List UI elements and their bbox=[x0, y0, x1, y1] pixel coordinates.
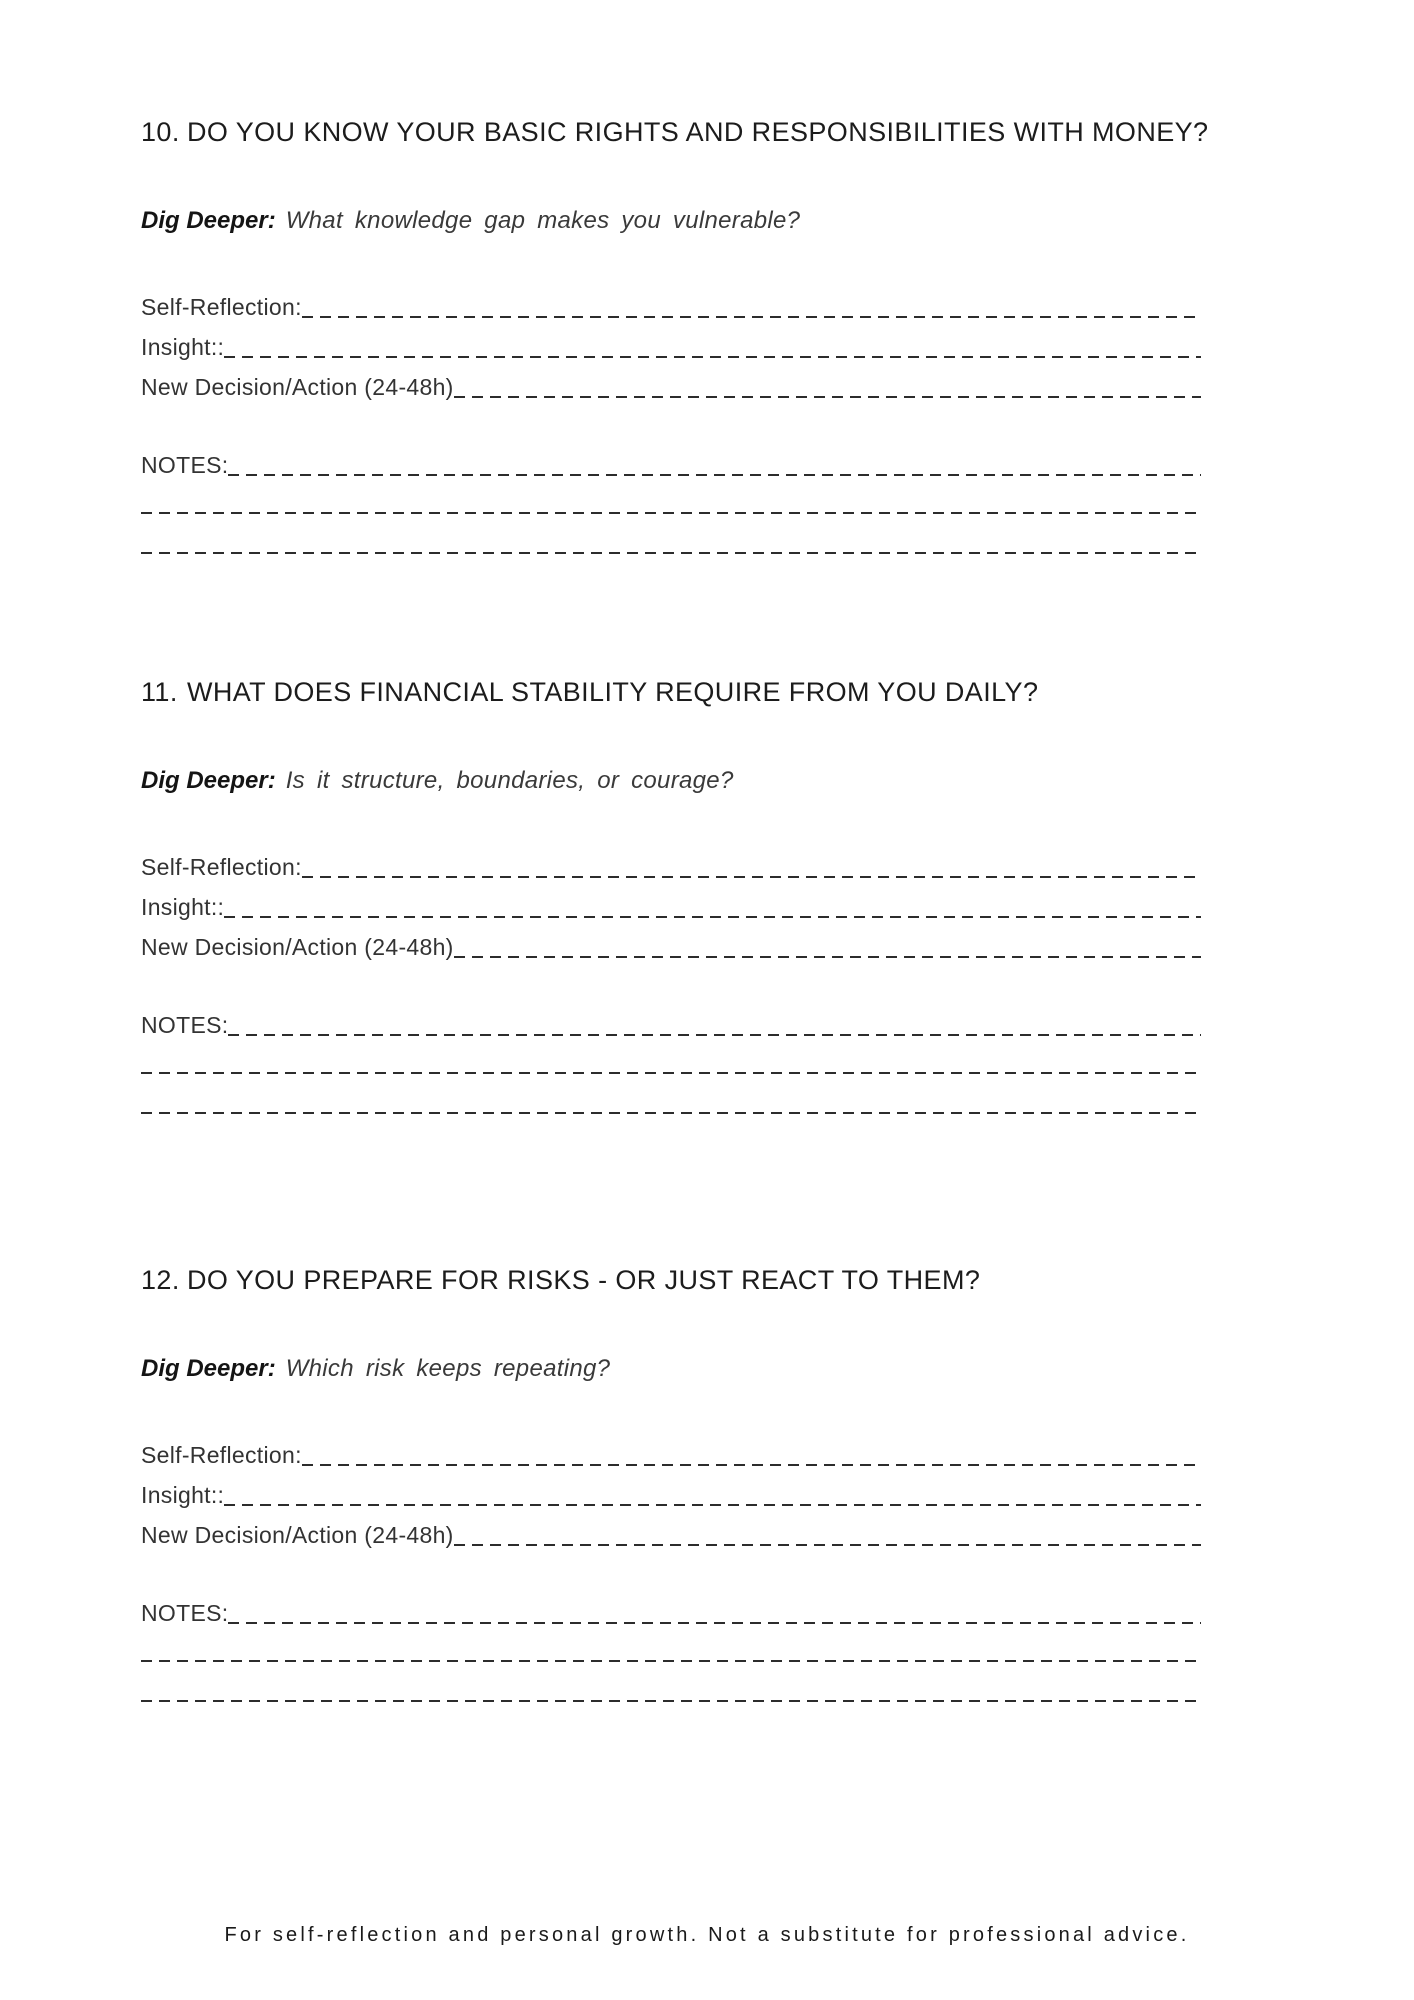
insight-label: Insight:: bbox=[141, 894, 225, 920]
new-decision-write-line bbox=[454, 1544, 1201, 1546]
notes-extra-row bbox=[141, 530, 1201, 570]
notes-write-line bbox=[141, 1700, 1201, 1702]
answer-fields bbox=[141, 1440, 1201, 1560]
footer-disclaimer: For self-reflection and personal growth. Not a substitute for professional advice. bbox=[224, 1924, 1190, 1946]
notes-write-line bbox=[228, 1622, 1201, 1624]
new-decision-write-line bbox=[454, 956, 1201, 958]
notes-label: NOTES: bbox=[141, 452, 229, 478]
dig-deeper-label: Dig Deeper: bbox=[141, 1355, 276, 1382]
notes-write-line bbox=[141, 512, 1201, 514]
new-decision-row bbox=[141, 1520, 1201, 1560]
question-section-12 bbox=[141, 1260, 1201, 1718]
notes-write-line bbox=[141, 1112, 1201, 1114]
notes-write-line bbox=[141, 1072, 1201, 1074]
new-decision-row bbox=[141, 372, 1201, 412]
notes-extra-row bbox=[141, 1678, 1201, 1718]
dig-deeper-question: Which risk keeps repeating? bbox=[285, 1355, 611, 1382]
self-reflection-write-line bbox=[302, 876, 1201, 878]
question-heading bbox=[141, 112, 1209, 152]
question-title: DO YOU PREPARE FOR RISKS - OR JUST REACT TO THEM? bbox=[187, 1265, 981, 1295]
notes-write-line bbox=[228, 474, 1201, 476]
self-reflection-write-line bbox=[302, 1464, 1201, 1466]
new-decision-label: New Decision/Action (24-48h) bbox=[141, 934, 454, 960]
new-decision-row bbox=[141, 932, 1201, 972]
question-number: 10. bbox=[141, 117, 180, 147]
self-reflection-label: Self-Reflection: bbox=[141, 854, 302, 880]
notes-extra-row bbox=[141, 1638, 1201, 1678]
new-decision-label: New Decision/Action (24-48h) bbox=[141, 1522, 454, 1548]
insight-label: Insight:: bbox=[141, 334, 225, 360]
notes-extra-row bbox=[141, 1050, 1201, 1090]
dig-deeper-label: Dig Deeper: bbox=[141, 207, 276, 234]
insight-write-line bbox=[224, 356, 1201, 358]
dig-deeper-line bbox=[141, 764, 1201, 798]
notes-write-line bbox=[228, 1034, 1201, 1036]
answer-fields bbox=[141, 852, 1201, 972]
notes-row bbox=[141, 1598, 1201, 1638]
dig-deeper-line bbox=[141, 204, 1201, 238]
insight-row bbox=[141, 332, 1201, 372]
self-reflection-write-line bbox=[302, 316, 1201, 318]
new-decision-write-line bbox=[454, 396, 1201, 398]
notes-row bbox=[141, 450, 1201, 490]
question-heading bbox=[141, 672, 1201, 712]
notes-label: NOTES: bbox=[141, 1012, 229, 1038]
self-reflection-label: Self-Reflection: bbox=[141, 294, 302, 320]
insight-write-line bbox=[224, 916, 1201, 918]
notes-write-line bbox=[141, 1660, 1201, 1662]
question-title: DO YOU KNOW YOUR BASIC RIGHTS AND RESPONSIBILITIES WITH MONEY? bbox=[187, 117, 1209, 147]
notes-block bbox=[141, 450, 1201, 570]
dig-deeper-question: What knowledge gap makes you vulnerable? bbox=[285, 207, 801, 234]
new-decision-label: New Decision/Action (24-48h) bbox=[141, 374, 454, 400]
question-section-11 bbox=[141, 672, 1201, 1130]
notes-block bbox=[141, 1598, 1201, 1718]
insight-write-line bbox=[224, 1504, 1201, 1506]
answer-fields bbox=[141, 292, 1201, 412]
question-section-10 bbox=[141, 112, 1209, 570]
dig-deeper-label: Dig Deeper: bbox=[141, 767, 276, 794]
insight-label: Insight:: bbox=[141, 1482, 225, 1508]
notes-label: NOTES: bbox=[141, 1600, 229, 1626]
question-heading bbox=[141, 1260, 1201, 1300]
self-reflection-row bbox=[141, 292, 1201, 332]
notes-write-line bbox=[141, 552, 1201, 554]
self-reflection-label: Self-Reflection: bbox=[141, 1442, 302, 1468]
question-number: 12. bbox=[141, 1265, 180, 1295]
question-number: 11. bbox=[141, 677, 178, 707]
insight-row bbox=[141, 892, 1201, 932]
notes-extra-row bbox=[141, 1090, 1201, 1130]
self-reflection-row bbox=[141, 852, 1201, 892]
notes-row bbox=[141, 1010, 1201, 1050]
question-title: WHAT DOES FINANCIAL STABILITY REQUIRE FROM YOU DAILY? bbox=[187, 677, 1039, 707]
self-reflection-row bbox=[141, 1440, 1201, 1480]
dig-deeper-line bbox=[141, 1352, 1201, 1386]
insight-row bbox=[141, 1480, 1201, 1520]
notes-block bbox=[141, 1010, 1201, 1130]
notes-extra-row bbox=[141, 490, 1201, 530]
dig-deeper-question: Is it structure, boundaries, or courage? bbox=[285, 767, 734, 794]
